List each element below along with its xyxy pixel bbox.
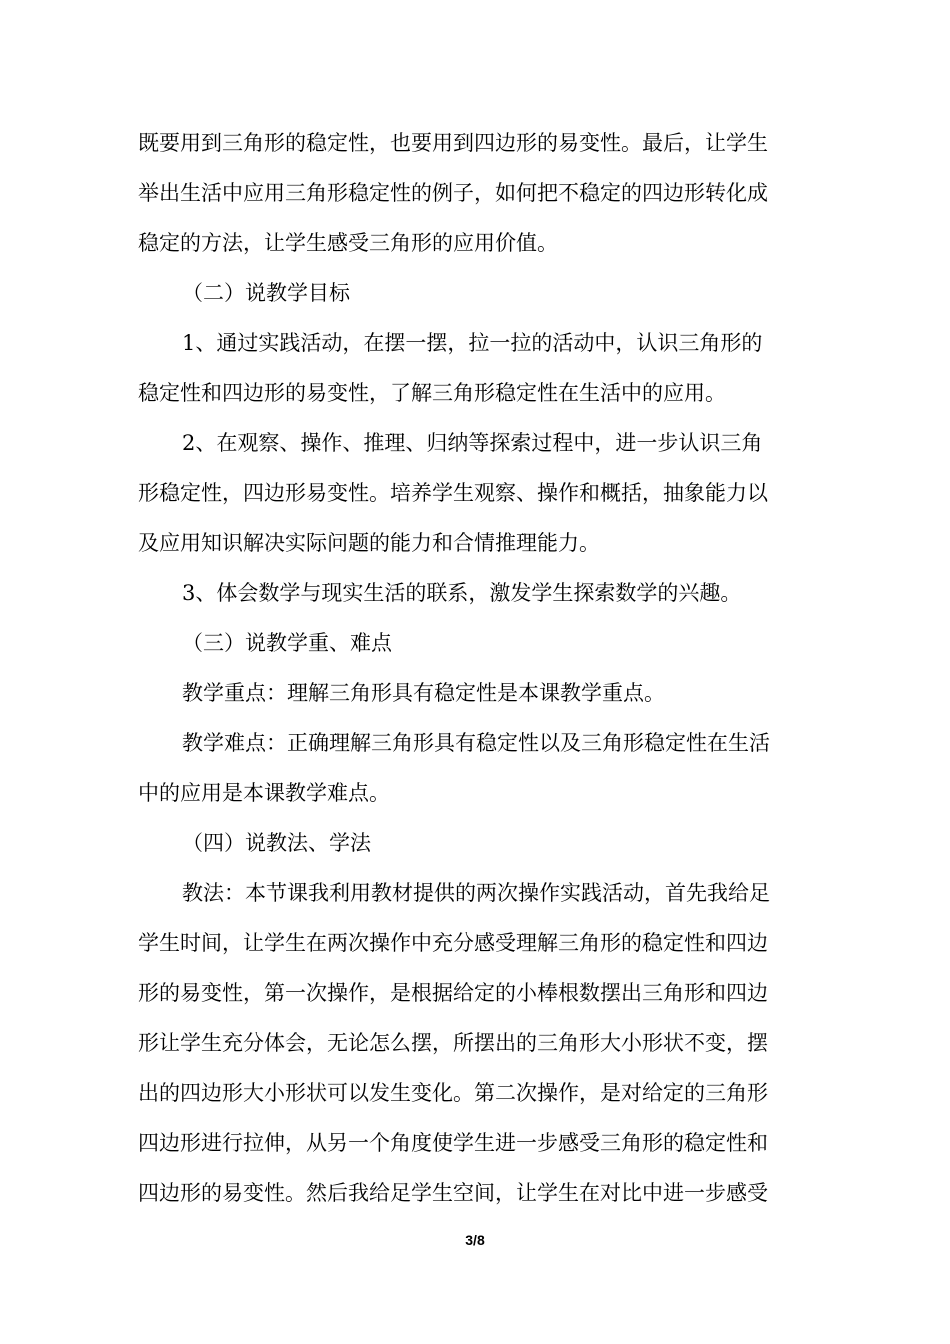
text-line: 形的易变性，第一次操作，是根据给定的小棒根数摆出三角形和四边 <box>138 981 768 1005</box>
body-text <box>138 118 820 1218</box>
section-heading: （二）说教学目标 <box>182 281 350 305</box>
text-line: 学生时间，让学生在两次操作中充分感受理解三角形的稳定性和四边 <box>138 931 768 955</box>
text-line: 四边形进行拉伸，从另一个角度使学生进一步感受三角形的稳定性和 <box>138 1131 768 1155</box>
text-line: 教法：本节课我利用教材提供的两次操作实践活动，首先我给足 <box>182 881 770 905</box>
page-number: 3/8 <box>465 1232 485 1248</box>
text-line: 2、在观察、操作、推理、归纳等探索过程中，进一步认识三角 <box>182 431 763 455</box>
text-line: 形让学生充分体会，无论怎么摆，所摆出的三角形大小形状不变，摆 <box>138 1031 768 1055</box>
text-line: 出的四边形大小形状可以发生变化。第二次操作，是对给定的三角形 <box>138 1081 768 1105</box>
text-line: 稳定的方法，让学生感受三角形的应用价值。 <box>138 231 558 255</box>
text-line: 举出生活中应用三角形稳定性的例子，如何把不稳定的四边形转化成 <box>138 181 768 205</box>
text-line: 形稳定性，四边形易变性。培养学生观察、操作和概括，抽象能力以 <box>138 481 768 505</box>
text-line: 3、体会数学与现实生活的联系，激发学生探索数学的兴趣。 <box>182 581 742 605</box>
section-heading: （四）说教法、学法 <box>182 831 371 855</box>
text-line: 教学难点：正确理解三角形具有稳定性以及三角形稳定性在生活 <box>182 731 770 755</box>
text-line: 教学重点：理解三角形具有稳定性是本课教学重点。 <box>182 681 665 705</box>
text-line: 及应用知识解决实际问题的能力和合情推理能力。 <box>138 531 600 555</box>
text-line: 四边形的易变性。然后我给足学生空间，让学生在对比中进一步感受 <box>138 1181 768 1205</box>
section-heading: （三）说教学重、难点 <box>182 631 392 655</box>
text-line: 1、通过实践活动，在摆一摆，拉一拉的活动中，认识三角形的 <box>182 331 763 355</box>
text-line: 既要用到三角形的稳定性，也要用到四边形的易变性。最后，让学生 <box>138 131 768 155</box>
text-line: 中的应用是本课教学难点。 <box>138 781 390 805</box>
text-line: 稳定性和四边形的易变性，了解三角形稳定性在生活中的应用。 <box>138 381 726 405</box>
